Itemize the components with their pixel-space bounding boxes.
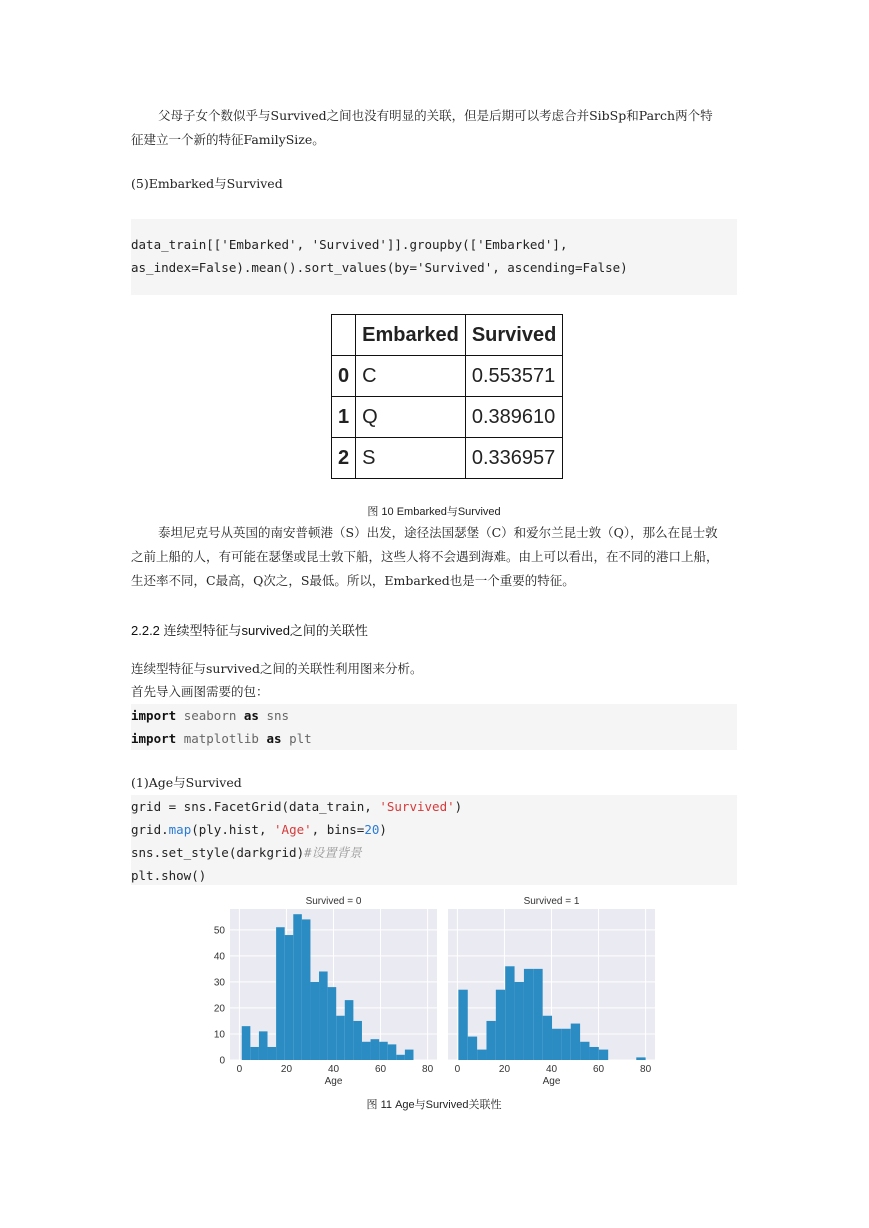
code-text: plt.show() — [131, 868, 207, 883]
library-name: seaborn — [183, 708, 237, 723]
histogram-bar — [276, 927, 285, 1060]
x-tick-label: 40 — [545, 1064, 558, 1075]
x-tick-label: 80 — [422, 1064, 434, 1075]
keyword: as — [266, 731, 282, 746]
subplot-title: Survived = 0 — [305, 896, 362, 907]
paragraph-line: 泰坦尼克号从英国的南安普顿港（S）出发，途径法国瑟堡（C）和爱尔兰昆士敦（Q），那么在昆士敦 — [158, 525, 718, 540]
subplot-title: Survived = 1 — [523, 896, 580, 907]
library-alias: plt — [289, 731, 312, 746]
x-axis-label: Age — [542, 1076, 561, 1087]
histogram-bar — [580, 1042, 589, 1060]
histogram-bar — [379, 1042, 388, 1060]
code-text: grid. — [131, 822, 169, 837]
table-header-survived: Survived — [465, 315, 562, 356]
table-index: 1 — [332, 397, 356, 438]
histogram-bar — [259, 1031, 268, 1060]
code-line: data_train[['Embarked', 'Survived']].groupby(['Embarked'], — [131, 237, 568, 252]
histogram-bar — [505, 966, 514, 1060]
histogram-bar — [589, 1047, 598, 1060]
histogram-bar — [496, 990, 505, 1060]
histogram-bar — [362, 1042, 371, 1060]
histogram-bar — [302, 919, 311, 1060]
histogram-bar — [477, 1050, 486, 1060]
keyword: as — [243, 708, 259, 723]
histogram-bar — [636, 1057, 645, 1060]
paragraph-line: 之前上船的人，有可能在瑟堡或昆士敦下船，这些人将不会遇到海难。由上可以看出，在不同的港口上船， — [131, 549, 719, 564]
y-tick-label: 20 — [213, 1003, 225, 1015]
histogram-bar — [561, 1029, 570, 1060]
code-text: , bins= — [311, 822, 365, 837]
code-line: as_index=False).mean().sort_values(by='Survived', ascending=False) — [131, 260, 628, 275]
paragraph-line: 生还率不同，C最高，Q次之，S最低。所以，Embarked也是一个重要的特征。 — [131, 573, 575, 588]
histogram-bar — [336, 1016, 345, 1060]
histogram-bar — [268, 1047, 277, 1060]
histogram-bar — [285, 935, 294, 1060]
library-name: matplotlib — [183, 731, 259, 746]
x-tick-label: 0 — [236, 1064, 243, 1075]
figure-caption-11: 图 11 Age与Survived关联性 — [366, 1099, 502, 1111]
histogram-bar — [552, 1029, 561, 1060]
code-text: ) — [454, 799, 463, 814]
code-text: ) — [379, 822, 387, 837]
histogram-bar — [396, 1055, 405, 1060]
y-tick-label: 40 — [213, 951, 225, 963]
x-axis-label: Age — [324, 1076, 343, 1087]
histogram-bar — [293, 914, 302, 1060]
x-tick-label: 20 — [280, 1064, 293, 1075]
histogram-bar — [524, 969, 533, 1060]
table-index: 0 — [332, 356, 356, 397]
histogram-bar — [543, 1016, 552, 1060]
table-cell-embarked: S — [356, 438, 466, 479]
x-tick-label: 20 — [498, 1064, 511, 1075]
histogram-bar — [599, 1050, 608, 1060]
section-title-embarked: (5)Embarked与Survived — [131, 176, 283, 191]
y-tick-label: 10 — [213, 1029, 225, 1041]
keyword: import — [131, 731, 177, 746]
x-tick-label: 60 — [374, 1064, 387, 1075]
x-tick-label: 40 — [327, 1064, 340, 1075]
histogram-bar — [458, 990, 467, 1060]
library-alias: sns — [266, 708, 290, 723]
histogram-bar — [486, 1021, 495, 1060]
paragraph-line: 征建立一个新的特征FamilySize。 — [131, 132, 325, 147]
histogram-bar — [515, 982, 524, 1060]
histogram-bar — [328, 987, 337, 1060]
code-text: grid = sns.FacetGrid(data_train, — [131, 799, 380, 814]
table-cell-embarked: C — [356, 356, 466, 397]
x-tick-label: 80 — [640, 1064, 652, 1075]
paragraph-line: 首先导入画图需要的包： — [131, 684, 269, 699]
code-string: 'Age' — [274, 822, 312, 837]
paragraph-line: 连续型特征与survived之间的关联性利用图来分析。 — [131, 661, 423, 676]
histogram-bar — [250, 1047, 259, 1060]
x-tick-label: 0 — [454, 1064, 461, 1075]
section-title-age: (1)Age与Survived — [131, 775, 242, 790]
table-header-embarked: Embarked — [356, 315, 466, 356]
paragraph-line: 父母子女个数似乎与Survived之间也没有明显的关联，但是后期可以考虑合并SibSp和Parch两个特 — [158, 108, 713, 123]
histogram-bar — [310, 982, 319, 1060]
keyword: import — [131, 708, 177, 723]
histogram-bar — [533, 969, 542, 1060]
section-heading-2-2-2: 2.2.2 连续型特征与survived之间的关联性 — [131, 623, 368, 638]
code-text: (ply.hist, — [191, 822, 275, 837]
table-cell-survived: 0.553571 — [465, 356, 562, 397]
code-number: 20 — [364, 822, 380, 837]
table-cell-embarked: Q — [356, 397, 466, 438]
histogram-bar — [371, 1039, 380, 1060]
figure-caption-10: 图 10 Embarked与Survived — [367, 506, 501, 518]
code-function: map — [168, 822, 192, 837]
histogram-bar — [242, 1026, 251, 1060]
table-cell-survived: 0.336957 — [465, 438, 562, 479]
code-text: sns.set_style(darkgrid) — [131, 845, 305, 860]
x-tick-label: 60 — [592, 1064, 605, 1075]
histogram-bar — [571, 1024, 580, 1060]
histogram-bar — [319, 971, 328, 1060]
code-string: 'Survived' — [379, 799, 455, 814]
histogram-bar — [353, 1021, 362, 1060]
y-tick-label: 0 — [219, 1055, 225, 1067]
histogram-bar — [468, 1037, 477, 1060]
histogram-bar — [345, 1000, 354, 1060]
table-cell-survived: 0.389610 — [465, 397, 562, 438]
histogram-bar — [405, 1050, 414, 1060]
histogram-bar — [388, 1044, 397, 1060]
code-comment: #设置背景 — [304, 845, 362, 860]
y-tick-label: 30 — [213, 977, 225, 989]
table-index: 2 — [332, 438, 356, 479]
y-tick-label: 50 — [213, 925, 225, 937]
